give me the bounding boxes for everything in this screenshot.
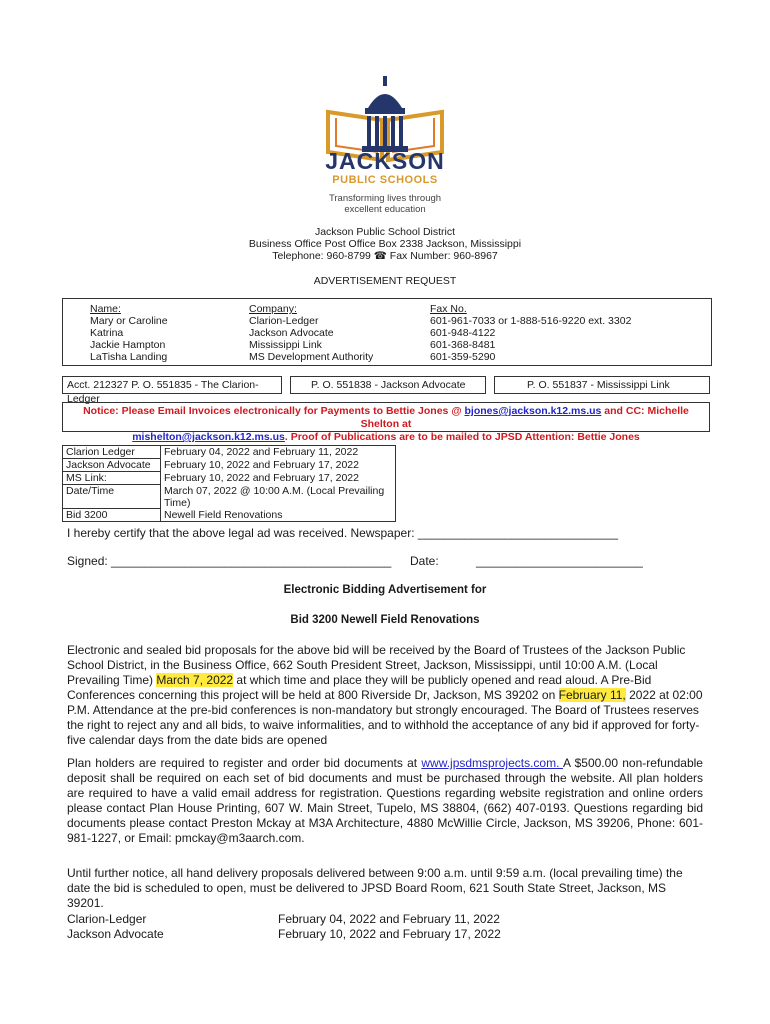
notice-text: . Proof of Publications are to be mailed to JPSD Attention: Bettie Jones bbox=[284, 431, 640, 443]
logo-tagline bbox=[310, 193, 460, 215]
logo-tagline-line2: excellent education bbox=[344, 204, 426, 215]
company-header: Company: bbox=[249, 303, 297, 315]
footer-paper: Clarion-Ledger bbox=[67, 912, 147, 926]
ad-paragraph-1 bbox=[67, 643, 707, 748]
jps-logo bbox=[310, 72, 460, 222]
name-header: Name: bbox=[90, 303, 121, 315]
company-name: MS Development Authority bbox=[249, 351, 374, 363]
contacts-box bbox=[62, 298, 712, 366]
ad-paragraph-2 bbox=[67, 756, 703, 846]
mishelton-email-link[interactable]: mishelton@jackson.k12.ms.us bbox=[132, 431, 285, 443]
table-row bbox=[63, 459, 396, 472]
pub-value: February 10, 2022 and February 17, 2022 bbox=[161, 472, 396, 485]
fax-number: 601-359-5290 bbox=[430, 351, 496, 363]
fax-column bbox=[430, 303, 631, 363]
footer-dates: February 10, 2022 and February 17, 2022 bbox=[278, 927, 501, 941]
district-phone: Telephone: 960-8799 ☎ Fax Number: 960-8967 bbox=[272, 250, 498, 262]
date-line: _________________________ bbox=[476, 554, 643, 568]
company-name: Jackson Advocate bbox=[249, 327, 334, 339]
po-clarion: Acct. 212327 P. O. 551835 - The Clarion-Ledger bbox=[62, 376, 282, 394]
fax-number: 601-948-4122 bbox=[430, 327, 496, 339]
pub-value: March 07, 2022 @ 10:00 A.M. (Local Prevailing Time) bbox=[161, 485, 396, 509]
district-header bbox=[0, 226, 770, 262]
logo-subtitle: PUBLIC SCHOOLS bbox=[332, 174, 438, 186]
po-gap bbox=[282, 376, 290, 394]
invoice-notice bbox=[62, 402, 710, 443]
fax-number: 601-368-8481 bbox=[430, 339, 496, 351]
table-row bbox=[63, 446, 396, 459]
district-address: Business Office Post Office Box 2338 Jackson, Mississippi bbox=[248, 238, 522, 250]
pub-label: MS Link: bbox=[63, 472, 161, 485]
ad-title: Electronic Bidding Advertisement for bbox=[283, 584, 487, 596]
logo-title: JACKSON bbox=[325, 148, 445, 174]
pub-label: Bid 3200 bbox=[63, 509, 161, 522]
po-row bbox=[62, 376, 710, 405]
table-row bbox=[63, 472, 396, 485]
pub-label: Jackson Advocate bbox=[63, 459, 161, 472]
contact-name: Mary or Caroline bbox=[90, 315, 168, 327]
ad-text: 2022 at 02:00 P.M. Attendance at the pre-bid conferences is non-mandatory but strongly encouraged. The Board of Trustees reserves the right to reject any and all bids, to waive informalities, and to withhold the acceptance of any bid if approved for forty-five calendar days from the date bids are opened bbox=[67, 688, 703, 747]
certify-line: I hereby certify that the above legal ad was received. Newspaper: ______________________________ bbox=[67, 526, 619, 540]
po-advocate: P. O. 551838 - Jackson Advocate bbox=[290, 376, 486, 394]
notice-text: and CC: Michelle Shelton at bbox=[360, 405, 689, 430]
signed-line: Signed: __________________________________________ bbox=[67, 554, 392, 568]
bid-documents-link[interactable]: www.jpsdmsprojects.com. bbox=[421, 756, 564, 770]
ad-text: Electronic and sealed bid proposals for the above bid will be received by the Board of Trustees of the Jackson Public School District, in the Business Office, 662 South President Street, Jackson, Mississippi, until 10:00 A.M. (Local Prevailing Time) bbox=[67, 643, 686, 687]
pub-label: Clarion Ledger bbox=[63, 446, 161, 459]
names-column bbox=[90, 303, 168, 363]
table-row bbox=[63, 509, 396, 522]
contact-name: Katrina bbox=[90, 327, 124, 339]
ad-text: A $500.00 non-refundable deposit shall be required on each set of bid documents and must be purchased through the website. All plan holders are required to have a valid email address for registration. Questions regarding website registration and online orders please contact Plan House Printing, 607 W. Main Street, Tupelo, MS 38804, (662) 407-0193. Questions regarding bid documents please contact Preston Mckay at M3A Architecture, 4880 McWillie Circle, Jackson, MS 39206, Phone: 601-981-1227, or Email: pmckay@m3aarch.com. bbox=[67, 756, 703, 845]
footer-dates: February 04, 2022 and February 11, 2022 bbox=[278, 912, 500, 926]
district-name: Jackson Public School District bbox=[314, 226, 456, 238]
request-title: ADVERTISEMENT REQUEST bbox=[313, 275, 457, 287]
publication-table bbox=[62, 445, 396, 522]
pub-value: February 04, 2022 and February 11, 2022 bbox=[161, 446, 396, 459]
contact-name: LaTisha Landing bbox=[90, 351, 168, 363]
company-name: Mississippi Link bbox=[249, 339, 322, 351]
notice-text: Notice: Please Email Invoices electronically for Payments to Bettie Jones @ bbox=[83, 405, 465, 417]
bjones-email-link[interactable]: bjones@jackson.k12.ms.us bbox=[464, 405, 602, 417]
highlighted-date: March 7, 2022 bbox=[156, 673, 234, 687]
ad-text: Plan holders are required to register and order bid documents at bbox=[67, 756, 422, 770]
company-name: Clarion-Ledger bbox=[249, 315, 319, 327]
companies-column bbox=[249, 303, 373, 363]
pub-value: Newell Field Renovations bbox=[161, 509, 396, 522]
fax-number: 601-961-7033 or 1-888-516-9220 ext. 3302 bbox=[430, 315, 632, 327]
table-row bbox=[63, 485, 396, 509]
pub-value: February 10, 2022 and February 17, 2022 bbox=[161, 459, 396, 472]
highlighted-date: February 11, bbox=[558, 688, 626, 702]
date-label: Date: bbox=[410, 554, 439, 568]
fax-header: Fax No. bbox=[430, 303, 467, 315]
po-gap bbox=[486, 376, 494, 394]
po-link: P. O. 551837 - Mississippi Link bbox=[494, 376, 710, 394]
pub-label: Date/Time bbox=[63, 485, 161, 509]
logo-tagline-line1: Transforming lives through bbox=[328, 193, 442, 204]
footer-paper: Jackson Advocate bbox=[67, 927, 164, 941]
contact-name: Jackie Hampton bbox=[90, 339, 166, 351]
ad-bid-title: Bid 3200 Newell Field Renovations bbox=[290, 614, 480, 626]
ad-paragraph-3: Until further notice, all hand delivery proposals delivered between 9:00 a.m. until 9:59 a.m. (local prevailing time) the date the bid is scheduled to open, must be delivered to JPSD Board Room, 621 South State Street, Jackson, MS 39201. bbox=[67, 866, 683, 910]
ad-text: at which time and place they will be publicly opened and read aloud. A Pre-Bid Conferences concerning this project will be held at 800 Riverside Dr, Jackson, MS 39202 on bbox=[67, 673, 652, 702]
